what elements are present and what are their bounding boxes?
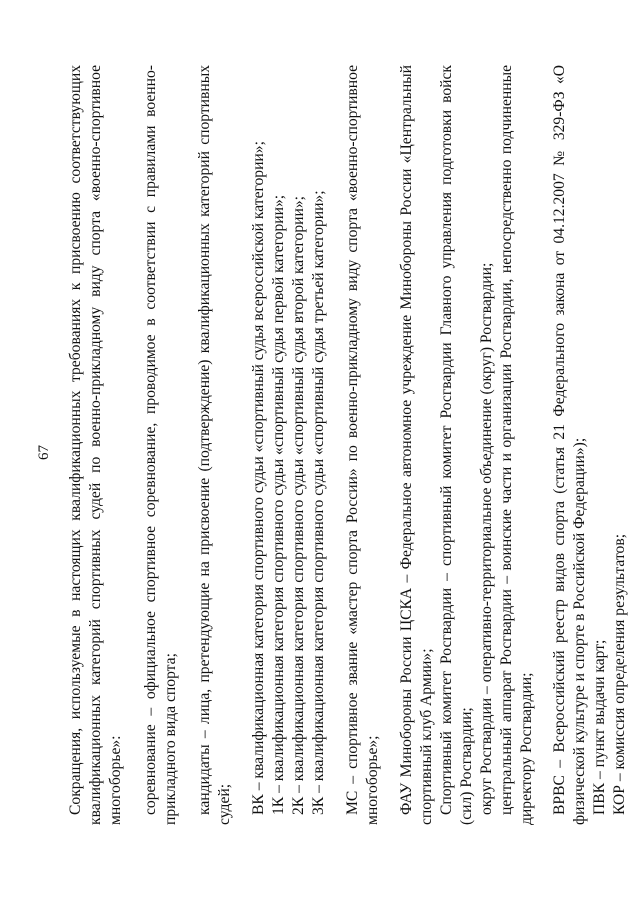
definition-3k: 3К – квалификационная категория спортивного судьи «спортивный судья третьей категории»; xyxy=(310,190,327,815)
definition-vk: ВК – квалификационная категория спортивного судьи «спортивный судья всероссийской категории»; xyxy=(250,141,267,815)
definition-2k: 2К – квалификационная категория спортивного судьи «спортивный судья второй категории»; xyxy=(290,196,307,815)
definition-kor: КОР – комиссия определения результатов; xyxy=(611,533,628,815)
definition-central-apparatus: центральный аппарат Росгвардии – воинские части и организации Росгвардии, непосредственно подчиненные директору Росгвардии; xyxy=(498,65,535,825)
definition-competition: соревнование – официальное спортивное соревнование, проводимое в соответствии с правилами военно-прикладного вида спорта; xyxy=(142,65,179,825)
definition-sports-committee: Спортивный комитет Росгвардии – спортивный комитет Росгвардии Главного управления подготовки войск (сил) Росгвардии; xyxy=(438,65,475,825)
definition-fau-cska: ФАУ Минобороны России ЦСКА – Федеральное автономное учреждение Минобороны России «Центральный спортивный клуб Армии»; xyxy=(398,65,435,825)
definition-vrvs: ВРВС – Всероссийский реестр видов спорта (статья 21 Федерального закона от 04.12.2007 № 329-ФЗ «О физической культуре и спорте в Российской Федерации»); xyxy=(551,65,588,825)
definition-ms: МС – спортивное звание «мастер спорта России» по военно-прикладному виду спорта «военно-спортивное многоборье»; xyxy=(344,65,381,825)
abbreviations-section xyxy=(66,65,630,825)
intro-paragraph: Сокращения, используемые в настоящих квалификационных требованиях к присвоению соответствующих квалификационных категорий спортивных судей по военно-прикладному виду спорта «военно-спортивное многоборье»: xyxy=(67,65,124,825)
definition-candidates: кандидаты – лица, претендующие на присвоение (подтверждение) квалификационных категорий спортивных судей; xyxy=(196,65,233,825)
definition-okrug: округ Росгвардии – оперативно-территориальное объединение (округ) Росгвардии; xyxy=(478,262,495,815)
definition-pvk: ПВК – пункт выдачи карт; xyxy=(591,639,608,815)
page-number: 67 xyxy=(36,445,52,460)
definition-1k: 1К – квалификационная категория спортивного судьи «спортивный судья первой категории»; xyxy=(270,194,287,815)
